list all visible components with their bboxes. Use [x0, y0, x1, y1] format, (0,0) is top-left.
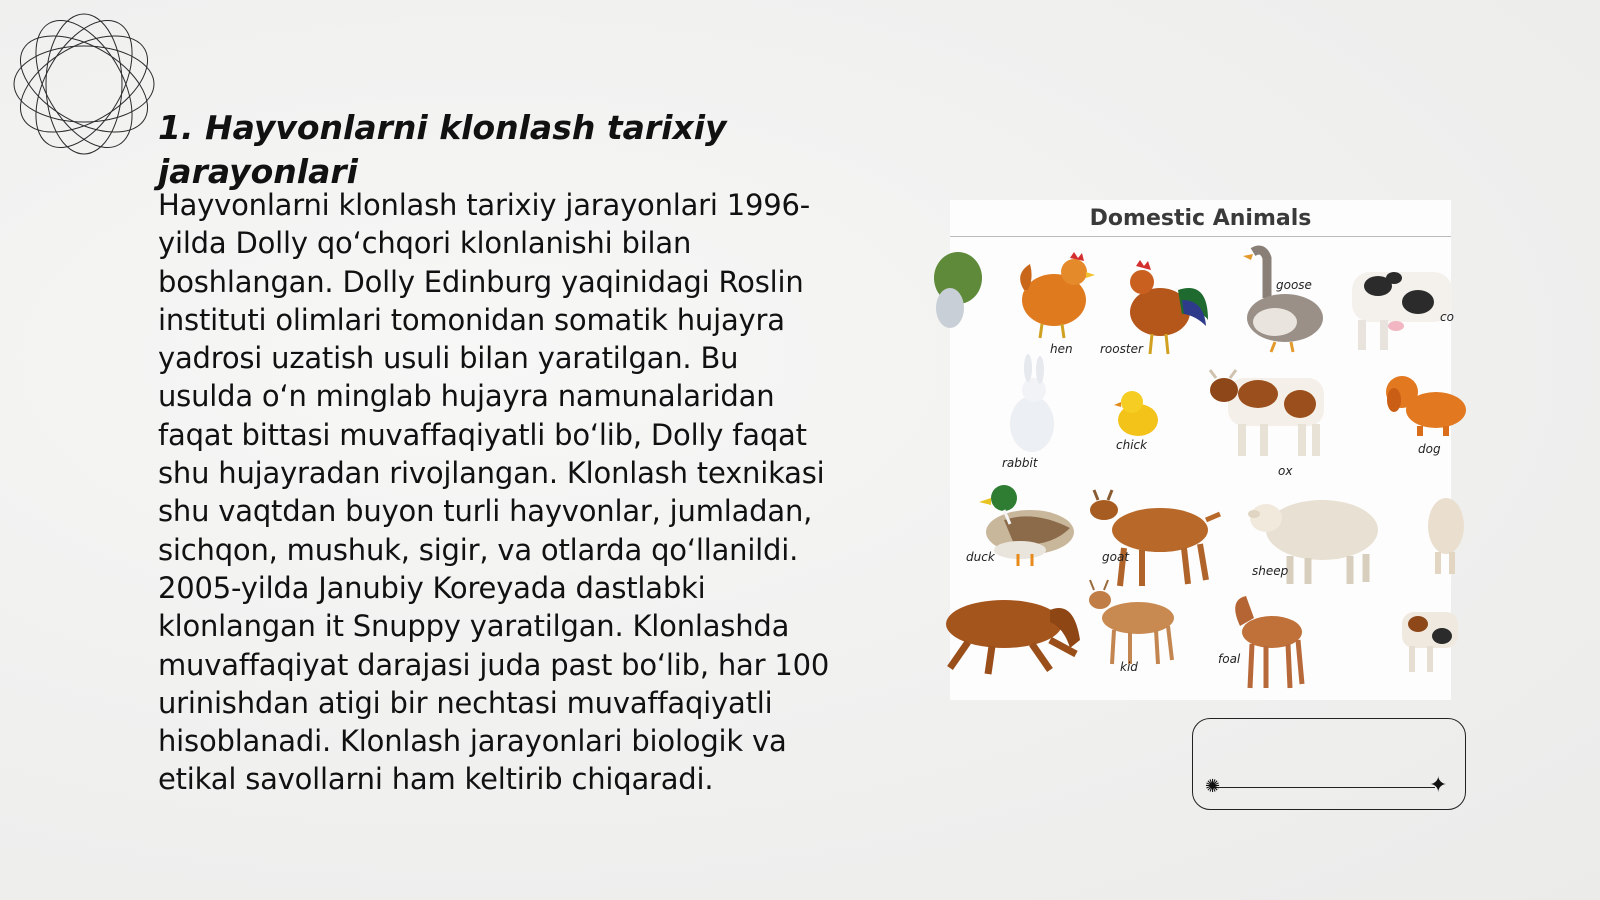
- foal-label: foal: [1218, 652, 1241, 666]
- circle-ornament-icon: [10, 10, 158, 158]
- cow-partial-icon: [1348, 256, 1458, 356]
- hen-label: hen: [1050, 342, 1073, 356]
- starburst-icon: ✺: [1205, 776, 1221, 797]
- kid-goat-icon: [1080, 578, 1190, 668]
- decorative-line: [1215, 787, 1435, 788]
- horse-icon: [940, 590, 1090, 680]
- animal-partial-icon: [1424, 496, 1464, 576]
- cabbage-partial-icon: [936, 248, 986, 328]
- cow-partial-label: co: [1440, 310, 1454, 324]
- goat-label: goat: [1102, 550, 1130, 564]
- chick-label: chick: [1116, 438, 1148, 452]
- goose-label: goose: [1276, 278, 1312, 292]
- dog-icon: [1380, 370, 1460, 440]
- ox-label: ox: [1278, 464, 1293, 478]
- kid-label: kid: [1120, 660, 1138, 674]
- dog-label: dog: [1418, 442, 1441, 456]
- decorative-frame: [1192, 718, 1466, 810]
- goose-icon: [1235, 246, 1335, 356]
- goat-icon: [1080, 490, 1230, 590]
- slide-title: 1. Hayvonlarni klonlash tarixiy jarayonlari: [158, 108, 727, 191]
- duck-label: duck: [966, 550, 995, 564]
- domestic-animals-image: [950, 200, 1454, 700]
- rabbit-icon: [992, 358, 1072, 458]
- foal-icon: [1218, 592, 1318, 692]
- figure-divider: [950, 236, 1451, 237]
- chick-icon: [1108, 384, 1168, 444]
- sparkle-icon: ✦: [1429, 773, 1448, 798]
- sheep-label: sheep: [1252, 564, 1289, 578]
- hen-icon: [1012, 250, 1102, 340]
- slide-body-text: Hayvonlarni klonlash tarixiy jarayonlari 1996-yilda Dolly qo‘chqori klonlanishi bilan boshlangan. Dolly Edinburg yaqinidagi Roslin instituti olimlari tomonidan somatik hujayra yadrosi uzatish usuli bilan yaratilgan. Bu usulda o‘n minglab hujayra namunalaridan faqat bittasi muvaffaqiyatli bo‘lib, Dolly faqat shu hujayradan rivojlangan. Klonlash texnikasi shu vaqtdan buyon turli hayvonlar, jumladan, sichqon, mushuk, sigir, va otlarda qo‘llanildi. 2005-yilda Janubiy Koreyada dastlabki klonlangan it Snuppy yaratilgan. Klonlashda muvaffaqiyat darajasi juda past bo‘lib, har 100 urinishdan atigi bir nechtasi muvaffaqiyatli hisoblanadi. Klonlash jarayonlari biologik va etikal savollarni ham keltirib chiqaradi.: [158, 188, 830, 797]
- figure-title: Domestic Animals: [1089, 206, 1312, 231]
- ox-icon: [1208, 364, 1338, 464]
- calf-partial-icon: [1396, 608, 1456, 678]
- rabbit-label: rabbit: [1002, 456, 1038, 470]
- rooster-label: rooster: [1100, 342, 1143, 356]
